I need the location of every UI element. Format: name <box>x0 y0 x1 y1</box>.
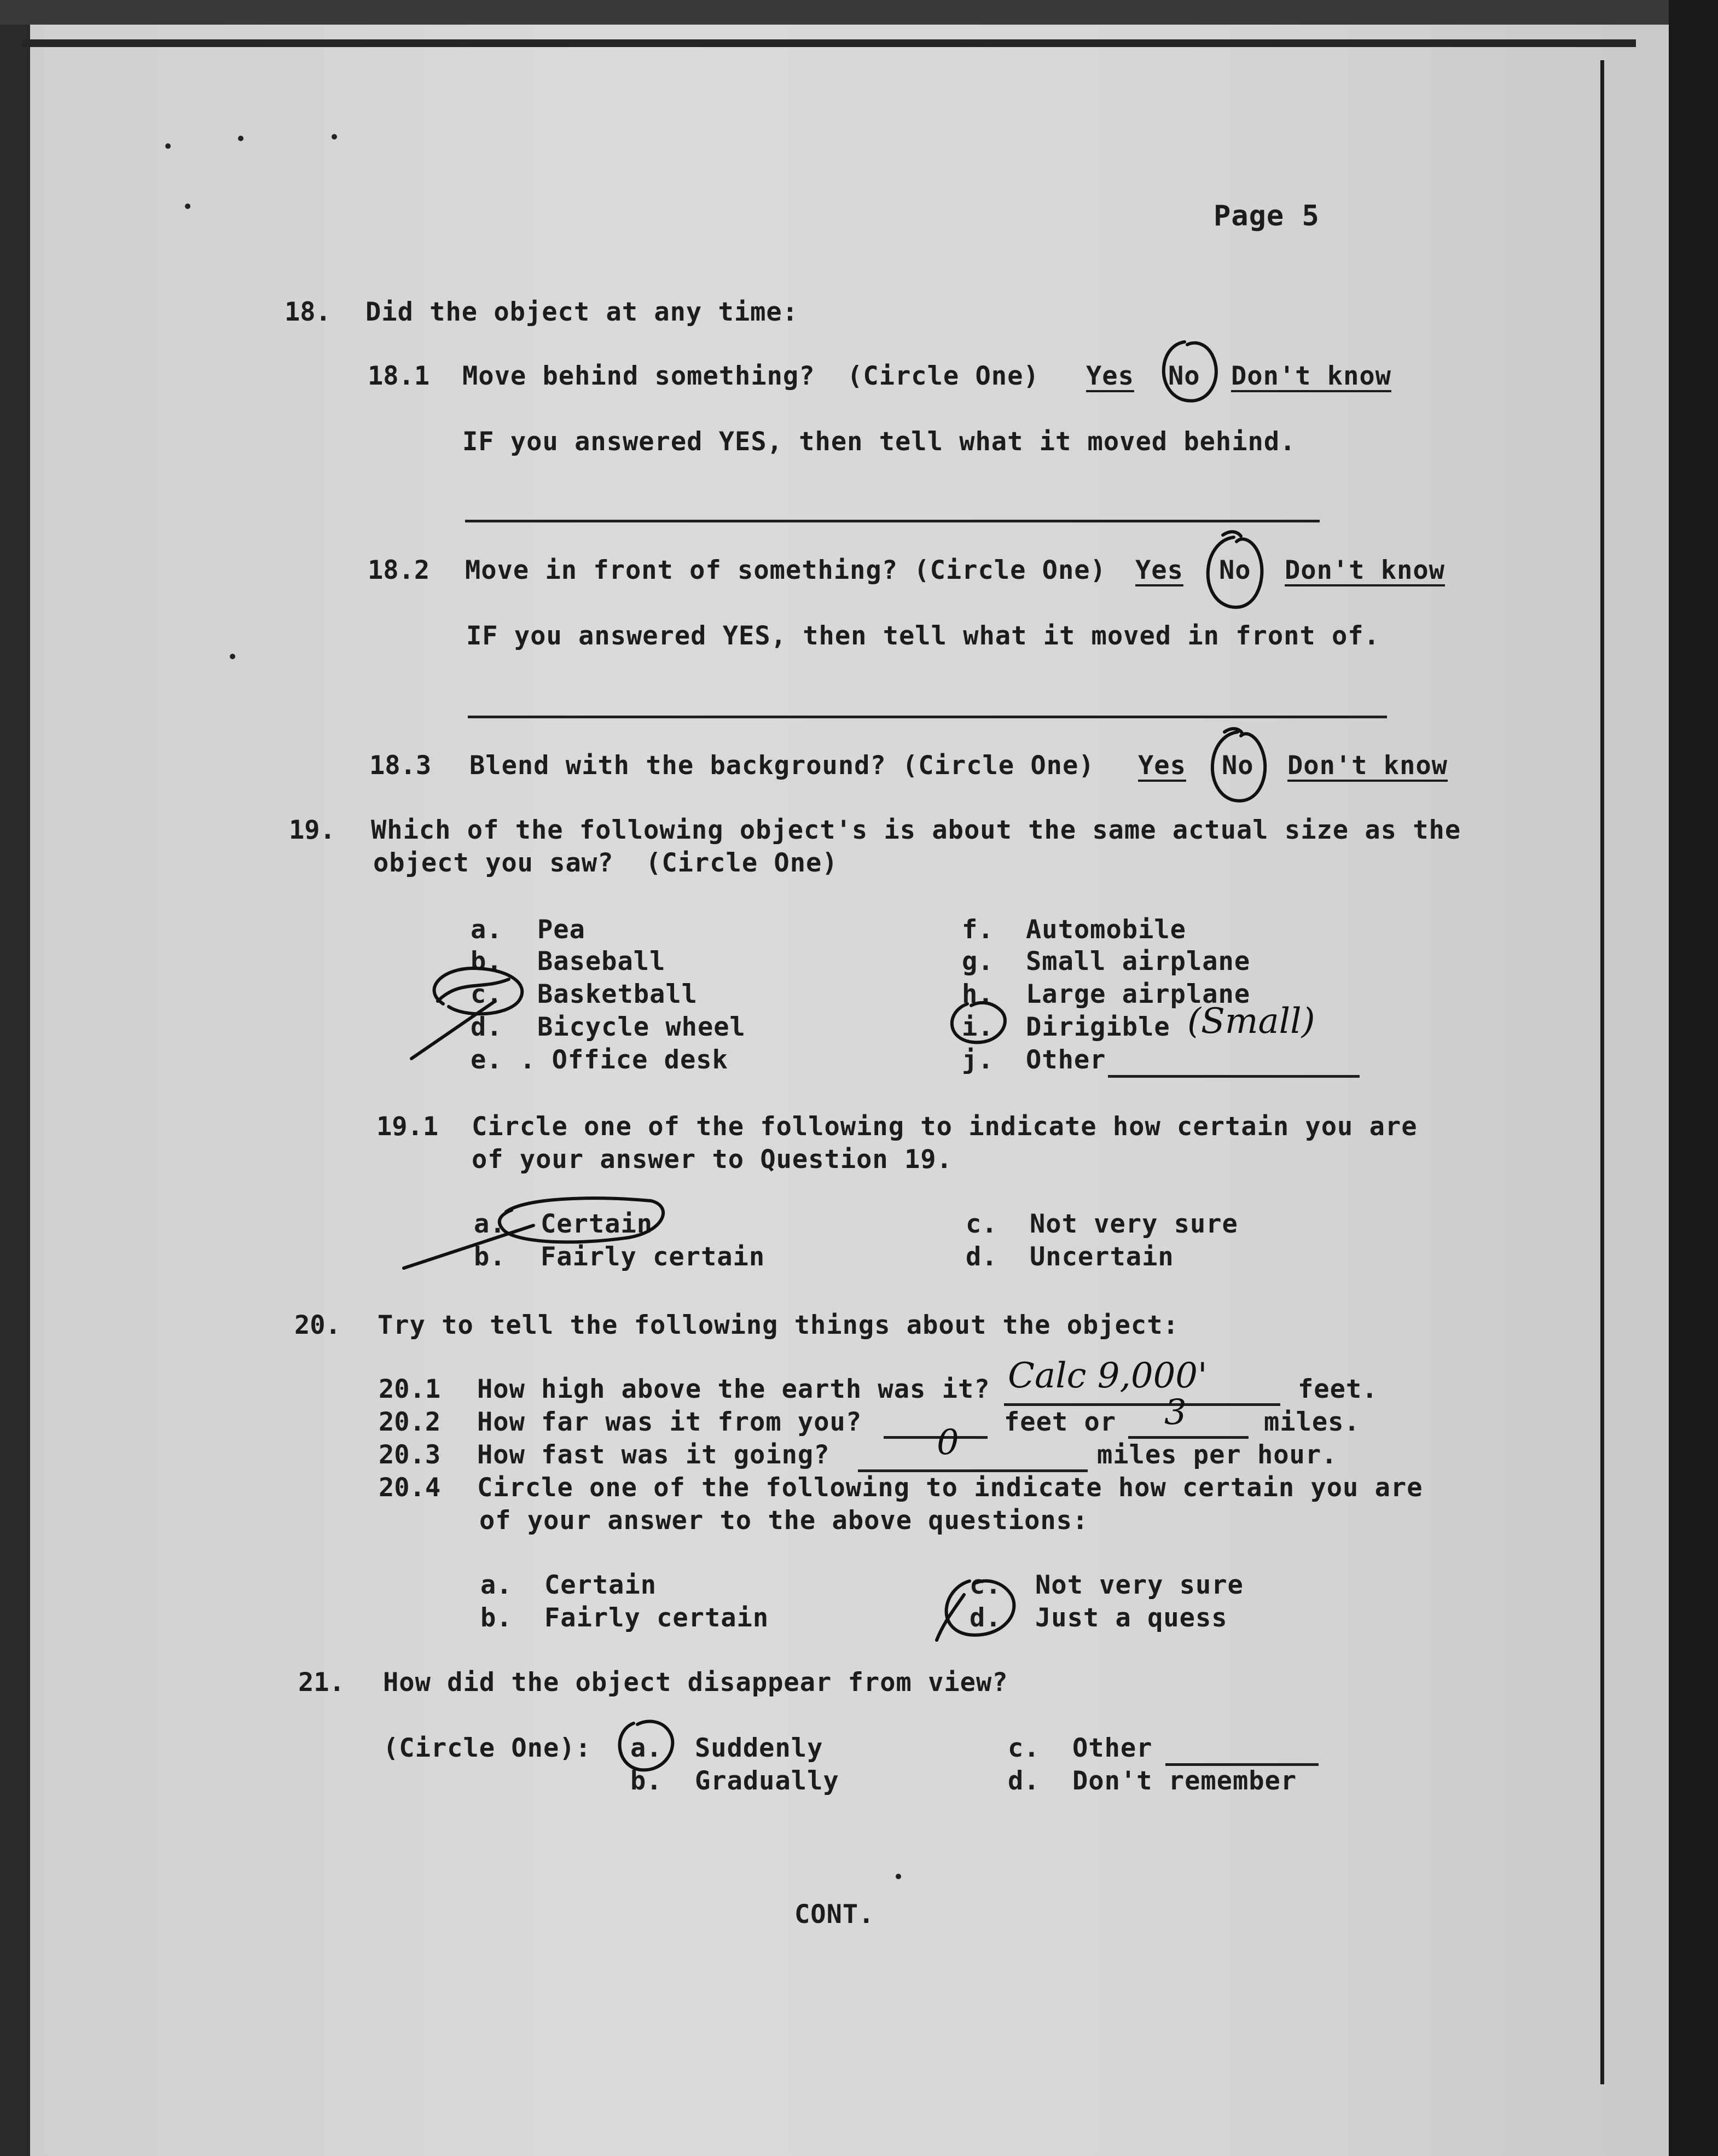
q20-4-option-d[interactable]: Just a quess <box>1035 1603 1228 1633</box>
q20-3-answer-line <box>858 1469 1088 1472</box>
scan-right-border <box>1669 0 1718 2156</box>
q20-3-answer[interactable]: 0 <box>937 1422 959 1463</box>
q20-1-answer-line <box>1004 1403 1280 1406</box>
q21-circle-label: (Circle One): <box>383 1733 591 1763</box>
q18-2-number: 18.2 <box>368 555 430 585</box>
q21-option-b[interactable]: Gradually <box>695 1766 839 1796</box>
q18-2-yes[interactable]: Yes <box>1135 555 1183 585</box>
q19-number: 19. <box>289 815 335 845</box>
scan-speck <box>185 204 190 209</box>
q19-option-i-letter: i. <box>962 1012 994 1042</box>
q18-1-text: Move behind something? (Circle One) <box>462 361 1040 391</box>
scan-speck <box>230 654 235 659</box>
q19-option-c-letter: c. <box>471 979 503 1009</box>
q19-option-a[interactable]: Pea <box>537 915 585 945</box>
q20-4-number: 20.4 <box>379 1473 441 1503</box>
scan-speck <box>165 143 171 149</box>
q19-option-b-letter: b. <box>471 946 503 977</box>
q19-option-d[interactable]: Bicycle wheel <box>537 1012 746 1042</box>
q20-4-text-line1: Circle one of the following to indicate how certain you are <box>477 1473 1423 1503</box>
q18-2-answer-line[interactable] <box>468 716 1387 718</box>
q18-1-number: 18.1 <box>368 361 430 391</box>
q19-handwritten-note: (Small) <box>1187 1001 1315 1042</box>
q18-text: Did the object at any time: <box>365 297 799 327</box>
q18-2-dont-know[interactable]: Don't know <box>1285 555 1445 585</box>
q20-2-text: How far was it from you? <box>477 1407 862 1437</box>
q19-option-h[interactable]: Large airplane <box>1026 979 1251 1009</box>
q18-3-no[interactable]: No <box>1222 751 1254 781</box>
q18-1-yes[interactable]: Yes <box>1086 361 1134 391</box>
q19-1-option-d[interactable]: Uncertain <box>1030 1242 1174 1272</box>
q20-1-text: How high above the earth was it? <box>477 1374 990 1404</box>
q19-option-d-letter: d. <box>471 1012 503 1042</box>
q19-option-c[interactable]: Basketball <box>537 979 698 1009</box>
q20-4-text-line2: of your answer to the above questions: <box>479 1506 1089 1536</box>
q20-1-unit: feet. <box>1298 1374 1378 1404</box>
q19-1-number: 19.1 <box>376 1112 439 1142</box>
q19-text-line2: object you saw? (Circle One) <box>373 848 838 878</box>
q20-4-option-d-letter: d. <box>970 1603 1002 1633</box>
scan-speck <box>896 1874 901 1879</box>
scan-top-rule <box>22 39 1636 47</box>
q19-option-g[interactable]: Small airplane <box>1026 946 1251 977</box>
q20-3-unit: miles per hour. <box>1097 1440 1338 1470</box>
q19-1-option-c-letter: c. <box>966 1209 998 1239</box>
q20-4-option-a-letter: a. <box>480 1570 513 1600</box>
q18-1-answer-line[interactable] <box>465 520 1320 522</box>
q21-option-a[interactable]: Suddenly <box>695 1733 823 1763</box>
q20-2-feet-line[interactable] <box>884 1436 988 1439</box>
q21-option-c[interactable]: Other <box>1072 1733 1153 1763</box>
q19-option-e-letter: e. <box>471 1045 503 1075</box>
q20-4-option-a[interactable]: Certain <box>544 1570 657 1600</box>
footer-continued: CONT. <box>794 1899 875 1930</box>
q21-option-d-letter: d. <box>1008 1766 1040 1796</box>
q20-2-number: 20.2 <box>379 1407 441 1437</box>
q18-number: 18. <box>285 297 331 327</box>
q19-option-f[interactable]: Automobile <box>1026 915 1186 945</box>
q18-1-dont-know[interactable]: Don't know <box>1231 361 1391 391</box>
q19-text-line1: Which of the following object's is about the same actual size as the <box>371 815 1461 845</box>
q19-1-text-line1: Circle one of the following to indicate how certain you are <box>472 1112 1418 1142</box>
q21-option-c-letter: c. <box>1008 1733 1040 1763</box>
q19-1-option-b[interactable]: Fairly certain <box>541 1242 765 1272</box>
q19-option-j-letter: j. <box>962 1045 994 1075</box>
q19-other-line[interactable] <box>1108 1075 1360 1078</box>
q18-2-text: Move in front of something? (Circle One) <box>465 555 1106 585</box>
q19-option-f-letter: f. <box>962 915 994 945</box>
scan-speck <box>332 134 337 140</box>
q19-1-option-a[interactable]: Certain <box>541 1209 653 1239</box>
q18-3-dont-know[interactable]: Don't know <box>1287 751 1448 781</box>
q20-4-option-b-letter: b. <box>480 1603 513 1633</box>
scan-top-border <box>0 0 1718 25</box>
page-right-rule <box>1600 60 1604 2084</box>
q20-4-option-c[interactable]: Not very sure <box>1035 1570 1244 1600</box>
q21-option-b-letter: b. <box>630 1766 663 1796</box>
q18-1-followup: IF you answered YES, then tell what it moved behind. <box>462 427 1296 457</box>
q20-2-unit: miles. <box>1264 1407 1360 1437</box>
q20-4-option-c-letter: c. <box>970 1570 1002 1600</box>
q18-2-followup: IF you answered YES, then tell what it moved in front of. <box>466 621 1380 651</box>
q20-number: 20. <box>294 1310 341 1340</box>
q20-2-answer[interactable]: 3 <box>1164 1392 1187 1433</box>
q21-number: 21. <box>298 1667 345 1698</box>
q19-option-e[interactable]: . Office desk <box>520 1045 728 1075</box>
q19-option-h-letter: h. <box>962 979 994 1009</box>
q21-option-d[interactable]: Don't remember <box>1072 1766 1297 1796</box>
q19-option-j[interactable]: Other <box>1026 1045 1106 1075</box>
q20-1-number: 20.1 <box>379 1374 441 1404</box>
q20-2-mid: feet or <box>1004 1407 1117 1437</box>
q18-3-text: Blend with the background? (Circle One) <box>469 751 1095 781</box>
scan-speck <box>238 136 243 141</box>
q20-3-text: How fast was it going? <box>477 1440 830 1470</box>
page-label: Page 5 <box>1214 200 1320 233</box>
q19-option-g-letter: g. <box>962 946 994 977</box>
q19-option-b[interactable]: Baseball <box>537 946 666 977</box>
q20-3-number: 20.3 <box>379 1440 441 1470</box>
q21-option-a-letter: a. <box>630 1733 663 1763</box>
q20-2-miles-line <box>1128 1436 1249 1439</box>
q18-1-no[interactable]: No <box>1168 361 1200 391</box>
q20-text: Try to tell the following things about the object: <box>378 1310 1179 1340</box>
q19-1-option-d-letter: d. <box>966 1242 998 1272</box>
q19-1-option-c[interactable]: Not very sure <box>1030 1209 1238 1239</box>
q19-1-option-a-letter: a. <box>474 1209 506 1239</box>
q21-text: How did the object disappear from view? <box>383 1667 1008 1698</box>
q19-1-text-line2: of your answer to Question 19. <box>472 1144 953 1175</box>
q18-2-no[interactable]: No <box>1219 555 1251 585</box>
q18-3-number: 18.3 <box>369 751 432 781</box>
q20-1-answer[interactable]: Calc 9,000' <box>1008 1356 1208 1396</box>
q20-4-option-b[interactable]: Fairly certain <box>544 1603 769 1633</box>
q19-option-i[interactable]: Dirigible <box>1026 1012 1170 1042</box>
q18-3-yes[interactable]: Yes <box>1138 751 1186 781</box>
q19-1-option-b-letter: b. <box>474 1242 506 1272</box>
q19-option-a-letter: a. <box>471 915 503 945</box>
document-page <box>30 25 1669 2156</box>
